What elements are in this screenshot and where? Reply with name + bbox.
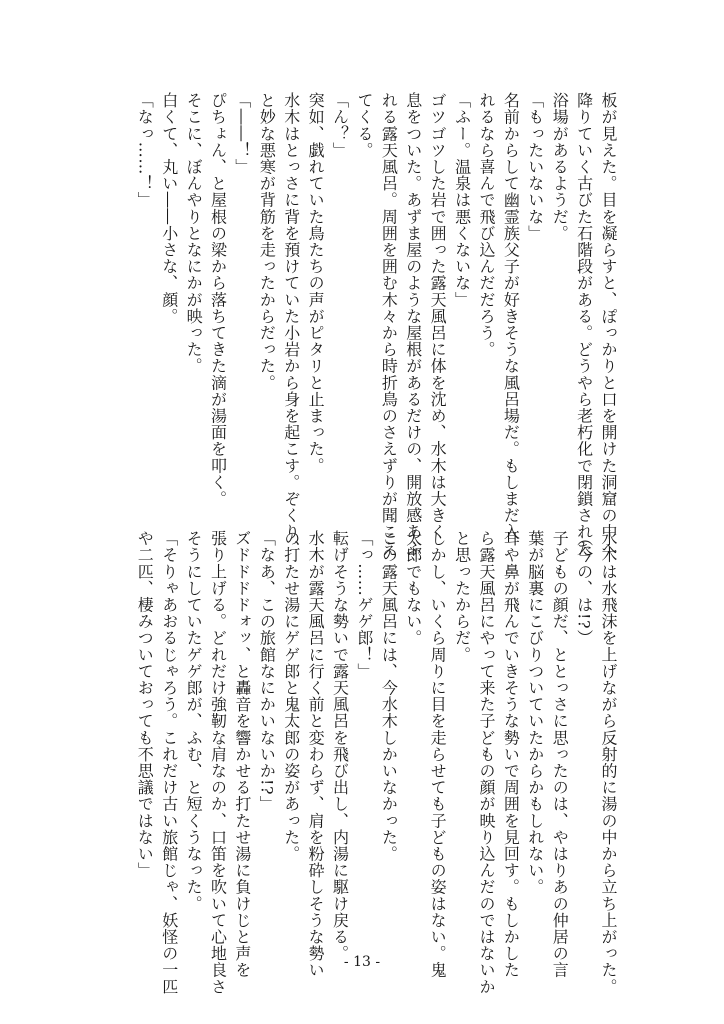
text-line: ズドドドドォッ、と轟音を響かせる打たせ湯に負けじと声を bbox=[232, 530, 252, 979]
text-line: 葉が脳裏にこびりついていたからかもしれない。 bbox=[525, 530, 545, 896]
text-line: 「ふー。温泉は悪くないな」 bbox=[452, 92, 472, 308]
text-line: 水木が露天風呂に行く前と変わらず、肩を粉砕しそうな勢い bbox=[306, 530, 326, 979]
text-line: れるなら喜んで飛び込んだだろう。 bbox=[476, 92, 496, 358]
text-line: てくる。 bbox=[354, 92, 374, 159]
text-line: 突如、戯れていた鳥たちの声がピタリと止まった。 bbox=[306, 92, 326, 474]
text-line: れる露天風呂。周囲を囲む木々から時折鳥のさえずりが聞こえ bbox=[379, 92, 399, 557]
text-line: 名前からして幽霊族父子が好きそうな風呂場だ。もしまだ入 bbox=[501, 92, 521, 541]
text-line: 「ん？」 bbox=[330, 92, 350, 159]
text-line: や二匹、棲みついておっても不思議ではない」 bbox=[135, 530, 155, 879]
text-line: 水木は水飛沫を上げながら反射的に湯の中から立ち上がった。 bbox=[599, 530, 618, 995]
text-line: 「もったいないな」 bbox=[525, 92, 545, 242]
text-line: 「そりゃあおるじゃろう。これだけ古い旅館じゃ、妖怪の一匹 bbox=[159, 530, 179, 995]
text-line: 「なあ、この旅館なにかいないか!?」 bbox=[257, 530, 277, 812]
text-line: 白くて、丸い――小さな、顔。 bbox=[159, 92, 179, 325]
text-line: 「っ……ゲゲ郎！」 bbox=[354, 530, 374, 680]
text-line: ら露天風呂にやって来た子どもの顔が映り込んだのではないか bbox=[476, 530, 496, 995]
text-line: 太郎でもない。 bbox=[403, 530, 423, 647]
text-line: 転げそうな勢いで露天風呂を飛び出し、内湯に駆け戻る。 bbox=[330, 530, 350, 962]
text-line: ぴちょん、と屋根の梁から落ちてきた滴が湯面を叩く。 bbox=[208, 92, 228, 507]
upper-text-column bbox=[96, 92, 620, 557]
text-line: ゴツゴツした岩で囲った露天風呂に体を沈め、水木は大きく bbox=[428, 92, 448, 541]
text-line: 板が見えた。目を凝らすと、ぽっかりと口を開けた洞窟の中へ bbox=[599, 92, 618, 557]
text-line: 水木はとっさに背を預けていた小岩から身を起こす。ぞくり、 bbox=[281, 92, 301, 557]
page-number: - 13 - bbox=[343, 954, 381, 970]
text-line: と妙な悪寒が背筋を走ったからだった。 bbox=[257, 92, 277, 391]
text-line: 「――！」 bbox=[232, 92, 252, 175]
text-line: 浴場があるようだ。 bbox=[550, 92, 570, 242]
text-line: の打たせ湯にゲゲ郎と鬼太郎の姿があった。 bbox=[281, 530, 301, 862]
text-line: と思ったからだ。 bbox=[452, 530, 472, 663]
text-line: 耳や鼻が飛んでいきそうな勢いで周囲を見回す。もしかした bbox=[501, 530, 521, 979]
text-line: 息をついた。あずま屋のような屋根があるだけの、開放感あふ bbox=[403, 92, 423, 557]
text-line: この露天風呂には、今水木しかいなかった。 bbox=[379, 530, 399, 862]
text-line: 「なっ……！」 bbox=[135, 92, 155, 209]
text-line: 降りていく古びた石階段がある。どうやら老朽化で閉鎖された bbox=[574, 92, 594, 557]
text-line: そこに、ぼんやりとなにかが映った。 bbox=[184, 92, 204, 375]
text-line: そうにしていたゲゲ郎が、ふむ、と短くうなった。 bbox=[184, 530, 204, 912]
text-line: しかし、いくら周りに目を走らせても子どもの姿はない。鬼 bbox=[428, 530, 448, 979]
text-line: 子どもの顔だ、ととっさに思ったのは、やはりあの仲居の言 bbox=[550, 530, 570, 979]
text-line: （今の、は!?） bbox=[574, 530, 594, 646]
text-line: 張り上げる。どれだけ強靭な肩なのか、口笛を吹いて心地良さ bbox=[208, 530, 228, 995]
